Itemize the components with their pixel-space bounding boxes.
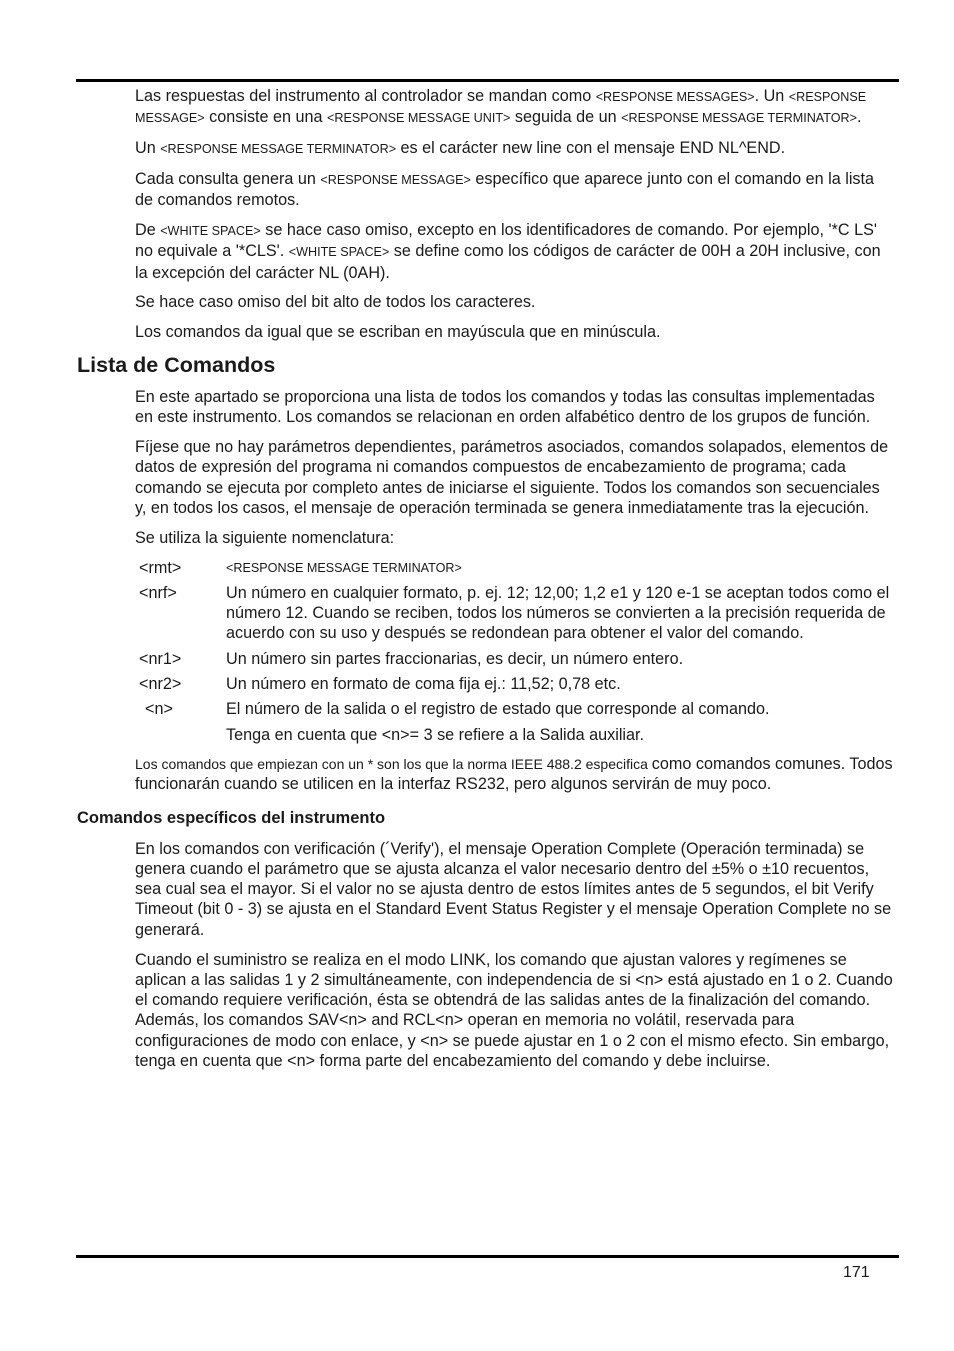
bottom-rule <box>76 1255 899 1258</box>
nomenclature-term: <nr2> <box>139 675 182 694</box>
small-caps-term: <WHITE SPACE> <box>288 245 390 260</box>
text: De <box>135 220 161 239</box>
nomenclature-term <box>135 725 226 750</box>
nomenclature-row <box>135 725 895 750</box>
text: . Un <box>754 87 789 105</box>
small-caps-term: <RESPONSE MESSAGES> <box>595 90 755 104</box>
intro-paragraph-2 <box>135 138 895 159</box>
nomenclature-definition: Un número en cualquier formato, p. ej. 12; 12,00; 1,2 e1 y 120 e-1 se aceptan todos como el número 12. Cuando se reciben, todos los números se convierten a la precisión requerida de acuerdo con su uso y después se redondean para obtener el valor del comando. <box>226 583 890 643</box>
intro-paragraph-5: Se hace caso omiso del bit alto de todos los caracteres. <box>135 293 536 312</box>
nomenclature-row <box>135 583 895 649</box>
nomenclature-definition: Un número en formato de coma fija ej.: 11,52; 0,78 etc. <box>226 675 621 694</box>
lista-paragraph-2: Fíjese que no hay parámetros dependientes, parámetros asociados, comandos solapados, elementos de datos de expresión del programa ni comandos compuestos de encabezamiento de programa; cada comando se ejecuta por completo antes de iniciarse el siguiente. Todos los comandos son secuenciales y, en todos los casos, el mensaje de operación terminada se genera inmediatamente tras la ejecución. <box>135 438 889 517</box>
text: consiste en una <box>204 108 328 127</box>
page-content <box>0 86 954 1081</box>
intro-paragraph-4 <box>135 220 895 283</box>
especificos-paragraph-2: Cuando el suministro se realiza en el modo LINK, los comando que ajustan valores y regímenes se aplican a las salidas 1 y 2 simultáneamente, con independencia de si <n> está ajustado en 1 o 2. Cuando el comando requiere verificación, ésta se obtendrá de las salidas antes de la finalización del comando. Además, los comandos SAV<n> and RCL<n> operan en memoria no volátil, reservada para configuraciones de modo con enlace, y <n> se puede ajustar en 1 o 2 con el mismo efecto. Sin embargo, tenga en cuenta que <n> forma parte del encabezamiento del comando y debe incluirse. <box>135 950 893 1070</box>
nomenclature-definition: <RESPONSE MESSAGE TERMINATOR> <box>226 560 462 575</box>
text: específico que aparece junto con el comando en la lista de comandos remotos. <box>135 169 875 210</box>
small-caps-term: <RESPONSE MESSAGE UNIT> <box>327 111 511 126</box>
text: . <box>856 108 862 127</box>
small-caps-term: <RESPONSE MESSAGE TERMINATOR> <box>160 142 397 157</box>
section-heading-lista: Lista de Comandos <box>77 352 276 377</box>
text: como comandos comunes. Todos funcionarán cuando se utilicen en la interfaz RS232, pero algunos servirán de muy poco. <box>135 754 893 794</box>
small-caps-term: <RESPONSE MESSAGE> <box>135 90 867 126</box>
nomenclature-term: <rmt> <box>139 558 182 577</box>
nomenclature-row <box>135 558 895 583</box>
nomenclature-row <box>135 649 895 674</box>
nomenclature-term: <nr1> <box>139 649 182 668</box>
text: se define como los códigos de carácter de 00H a 20H inclusive, con la excepción del carácter NL (0AH). <box>135 242 881 282</box>
lista-paragraph-4 <box>135 754 895 795</box>
nomenclature-table <box>135 558 895 750</box>
intro-paragraph-6: Los comandos da igual que se escriban en mayúscula que en minúscula. <box>135 323 661 342</box>
top-rule <box>76 79 899 82</box>
intro-paragraph-1 <box>135 86 895 129</box>
small-caps-term: <WHITE SPACE> <box>160 223 261 238</box>
nomenclature-row <box>135 699 895 724</box>
page-number: 171 <box>843 1264 870 1281</box>
nomenclature-term: <nrf> <box>139 583 177 602</box>
nomenclature-term: <n> <box>145 700 173 719</box>
lista-paragraph-1: En este apartado se proporciona una lista de todos los comandos y todas las consultas implementadas en este instrumento. Los comandos se relacionan en orden alfabético dentro de los grupos de función. <box>135 387 875 427</box>
text: seguida de un <box>510 108 622 127</box>
small-caps-term: <RESPONSE MESSAGE> <box>320 172 471 187</box>
small-caps-term: <RESPONSE MESSAGE TERMINATOR> <box>621 111 857 126</box>
nomenclature-definition: Tenga en cuenta que <n>= 3 se refiere a la Salida auxiliar. <box>226 725 645 744</box>
subsection-heading-especificos: Comandos específicos del instrumento <box>77 808 386 827</box>
nomenclature-definition: Un número sin partes fraccionarias, es decir, un número entero. <box>226 649 684 668</box>
text: Cada consulta genera un <box>135 169 321 188</box>
text: Un <box>135 139 161 158</box>
nomenclature-row <box>135 674 895 699</box>
lista-paragraph-3: Se utiliza la siguiente nomenclatura: <box>135 528 395 547</box>
text: es el carácter new line con el mensaje END NL^END. <box>396 139 786 158</box>
intro-paragraph-3 <box>135 169 895 211</box>
small-text: Los comandos que empiezan con un * son los que la norma IEEE 488.2 especifica <box>135 755 652 772</box>
especificos-paragraph-1: En los comandos con verificación (´Verify'), el mensaje Operation Complete (Operación terminada) se genera cuando el parámetro que se ajusta alcanza el valor necesario dentro del ±5% o ±10 recuentos, sea cual sea el mayor. Si el valor no se ajusta dentro de estos límites antes de 5 segundos, el bit Verify Timeout (bit 0 - 3) se ajusta en el Standard Event Status Register y el mensaje Operation Complete no se generará. <box>135 839 892 939</box>
text: Las respuestas del instrumento al controlador se mandan como <box>135 87 596 105</box>
text: se hace caso omiso, excepto en los identificadores de comando. Por ejemplo, '*C LS' no equivale a '*CLS'. <box>135 220 877 261</box>
nomenclature-definition: El número de la salida o el registro de estado que corresponde al comando. <box>226 700 770 719</box>
